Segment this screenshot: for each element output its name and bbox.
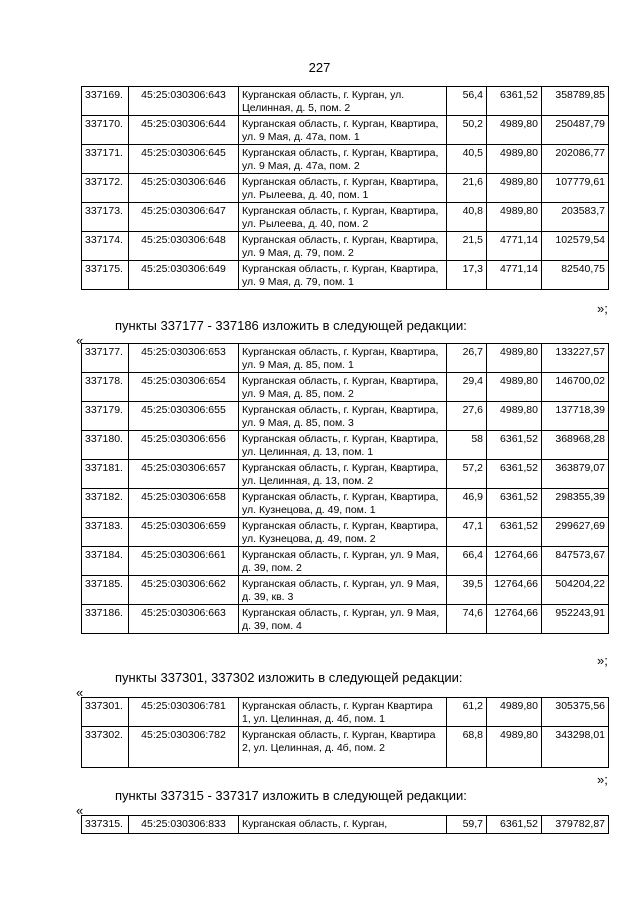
- item-number-cell: 337315.: [82, 816, 129, 834]
- table-row: [82, 460, 609, 489]
- item-number-cell: 337179.: [82, 402, 129, 431]
- value-cell: 847573,67: [542, 547, 609, 576]
- value-cell: 82540,75: [542, 261, 609, 290]
- area-cell: 26,7: [447, 344, 487, 373]
- item-number-cell: 337182.: [82, 489, 129, 518]
- item-number-cell: 337170.: [82, 116, 129, 145]
- item-number-cell: 337178.: [82, 373, 129, 402]
- item-number-cell: 337173.: [82, 203, 129, 232]
- cadastral-number-cell: 45:25:030306:781: [129, 698, 239, 727]
- item-number-cell: 337183.: [82, 518, 129, 547]
- address-cell: Курганская область, г. Курган, ул. Целинная, д. 5, пом. 2: [239, 87, 447, 116]
- table-row: [82, 402, 609, 431]
- address-cell: Курганская область, г. Курган, Квартира, ул. 9 Мая, д. 85, пом. 2: [239, 373, 447, 402]
- value-cell: 363879,07: [542, 460, 609, 489]
- table-row: [82, 816, 609, 834]
- rate-cell: 4989,80: [487, 145, 542, 174]
- cadastral-number-cell: 45:25:030306:661: [129, 547, 239, 576]
- cadastral-number-cell: 45:25:030306:663: [129, 605, 239, 634]
- address-cell: Курганская область, г. Курган, ул. 9 Мая, д. 39, кв. 3: [239, 576, 447, 605]
- rate-cell: 4989,80: [487, 174, 542, 203]
- property-table-3: [81, 697, 609, 768]
- value-cell: 299627,69: [542, 518, 609, 547]
- item-number-cell: 337302.: [82, 727, 129, 768]
- rate-cell: 4989,80: [487, 698, 542, 727]
- rate-cell: 12764,66: [487, 605, 542, 634]
- table-row: [82, 431, 609, 460]
- opening-quote-1: «: [76, 333, 84, 348]
- table-row: [82, 489, 609, 518]
- rate-cell: 4989,80: [487, 116, 542, 145]
- rate-cell: 12764,66: [487, 547, 542, 576]
- area-cell: 74,6: [447, 605, 487, 634]
- table-row: [82, 116, 609, 145]
- value-cell: 343298,01: [542, 727, 609, 768]
- rate-cell: 4989,80: [487, 373, 542, 402]
- area-cell: 21,6: [447, 174, 487, 203]
- area-cell: 56,4: [447, 87, 487, 116]
- cadastral-number-cell: 45:25:030306:659: [129, 518, 239, 547]
- item-number-cell: 337169.: [82, 87, 129, 116]
- cadastral-number-cell: 45:25:030306:643: [129, 87, 239, 116]
- area-cell: 66,4: [447, 547, 487, 576]
- address-cell: Курганская область, г. Курган, Квартира, ул. Кузнецова, д. 49, пом. 2: [239, 518, 447, 547]
- item-number-cell: 337184.: [82, 547, 129, 576]
- cadastral-number-cell: 45:25:030306:646: [129, 174, 239, 203]
- area-cell: 40,8: [447, 203, 487, 232]
- rate-cell: 4989,80: [487, 203, 542, 232]
- area-cell: 46,9: [447, 489, 487, 518]
- value-cell: 952243,91: [542, 605, 609, 634]
- area-cell: 57,2: [447, 460, 487, 489]
- area-cell: 27,6: [447, 402, 487, 431]
- cadastral-number-cell: 45:25:030306:648: [129, 232, 239, 261]
- property-table-1: [81, 86, 609, 290]
- table-row: [82, 373, 609, 402]
- value-cell: 202086,77: [542, 145, 609, 174]
- cadastral-number-cell: 45:25:030306:657: [129, 460, 239, 489]
- item-number-cell: 337172.: [82, 174, 129, 203]
- table-row: [82, 344, 609, 373]
- cadastral-number-cell: 45:25:030306:653: [129, 344, 239, 373]
- address-cell: Курганская область, г. Курган, Квартира, ул. Целинная, д. 13, пом. 1: [239, 431, 447, 460]
- rate-cell: 6361,52: [487, 460, 542, 489]
- item-number-cell: 337171.: [82, 145, 129, 174]
- address-cell: Курганская область, г. Курган, Квартира, ул. Рылеева, д. 40, пом. 2: [239, 203, 447, 232]
- item-number-cell: 337185.: [82, 576, 129, 605]
- value-cell: 107779,61: [542, 174, 609, 203]
- item-number-cell: 337181.: [82, 460, 129, 489]
- area-cell: 29,4: [447, 373, 487, 402]
- cadastral-number-cell: 45:25:030306:654: [129, 373, 239, 402]
- address-cell: Курганская область, г. Курган, Квартира, ул. 9 Мая, д. 47а, пом. 1: [239, 116, 447, 145]
- address-cell: Курганская область, г. Курган, ул. 9 Мая, д. 39, пом. 2: [239, 547, 447, 576]
- address-cell: Курганская область, г. Курган, Квартира, ул. 9 Мая, д. 47а, пом. 2: [239, 145, 447, 174]
- property-table-4: [81, 815, 609, 834]
- cadastral-number-cell: 45:25:030306:647: [129, 203, 239, 232]
- table-row: [82, 232, 609, 261]
- cadastral-number-cell: 45:25:030306:658: [129, 489, 239, 518]
- address-cell: Курганская область, г. Курган, Квартира, ул. Целинная, д. 13, пом. 2: [239, 460, 447, 489]
- address-cell: Курганская область, г. Курган, Квартира, ул. 9 Мая, д. 79, пом. 2: [239, 232, 447, 261]
- address-cell: Курганская область, г. Курган, Квартира, ул. Кузнецова, д. 49, пом. 1: [239, 489, 447, 518]
- value-cell: 203583,7: [542, 203, 609, 232]
- cadastral-number-cell: 45:25:030306:645: [129, 145, 239, 174]
- table-body: [82, 698, 609, 768]
- area-cell: 21,5: [447, 232, 487, 261]
- rate-cell: 6361,52: [487, 431, 542, 460]
- rate-cell: 12764,66: [487, 576, 542, 605]
- rate-cell: 6361,52: [487, 489, 542, 518]
- value-cell: 368968,28: [542, 431, 609, 460]
- rate-cell: 4989,80: [487, 727, 542, 768]
- item-number-cell: 337174.: [82, 232, 129, 261]
- address-cell: Курганская область, г. Курган, Квартира, ул. 9 Мая, д. 85, пом. 3: [239, 402, 447, 431]
- table-row: [82, 605, 609, 634]
- address-cell: Курганская область, г. Курган, Квартира 2, ул. Целинная, д. 4б, пом. 2: [239, 727, 447, 768]
- area-cell: 17,3: [447, 261, 487, 290]
- table-row: [82, 145, 609, 174]
- table-row: [82, 698, 609, 727]
- table-row: [82, 261, 609, 290]
- area-cell: 61,2: [447, 698, 487, 727]
- item-number-cell: 337301.: [82, 698, 129, 727]
- address-cell: Курганская область, г. Курган,: [239, 816, 447, 834]
- cadastral-number-cell: 45:25:030306:656: [129, 431, 239, 460]
- cadastral-number-cell: 45:25:030306:649: [129, 261, 239, 290]
- cadastral-number-cell: 45:25:030306:655: [129, 402, 239, 431]
- table-body: [82, 816, 609, 834]
- closing-quote-3: »;: [597, 772, 608, 787]
- table-row: [82, 547, 609, 576]
- item-number-cell: 337177.: [82, 344, 129, 373]
- area-cell: 47,1: [447, 518, 487, 547]
- area-cell: 50,2: [447, 116, 487, 145]
- value-cell: 358789,85: [542, 87, 609, 116]
- table-row: [82, 576, 609, 605]
- area-cell: 58: [447, 431, 487, 460]
- cadastral-number-cell: 45:25:030306:833: [129, 816, 239, 834]
- table-row: [82, 727, 609, 768]
- value-cell: 102579,54: [542, 232, 609, 261]
- rate-cell: 4989,80: [487, 402, 542, 431]
- table-body: [82, 87, 609, 290]
- value-cell: 504204,22: [542, 576, 609, 605]
- cadastral-number-cell: 45:25:030306:782: [129, 727, 239, 768]
- value-cell: 133227,57: [542, 344, 609, 373]
- rate-cell: 6361,52: [487, 816, 542, 834]
- area-cell: 59,7: [447, 816, 487, 834]
- section-intro-1: пункты 337177 - 337186 изложить в следующей редакции:: [115, 318, 467, 333]
- rate-cell: 4771,14: [487, 261, 542, 290]
- area-cell: 40,5: [447, 145, 487, 174]
- closing-quote-1: »;: [597, 301, 608, 316]
- rate-cell: 6361,52: [487, 87, 542, 116]
- value-cell: 379782,87: [542, 816, 609, 834]
- address-cell: Курганская область, г. Курган, ул. 9 Мая, д. 39, пом. 4: [239, 605, 447, 634]
- value-cell: 298355,39: [542, 489, 609, 518]
- item-number-cell: 337186.: [82, 605, 129, 634]
- address-cell: Курганская область, г. Курган, Квартира, ул. Рылеева, д. 40, пом. 1: [239, 174, 447, 203]
- closing-quote-2: »;: [597, 653, 608, 668]
- area-cell: 39,5: [447, 576, 487, 605]
- address-cell: Курганская область, г. Курган Квартира 1, ул. Целинная, д. 4б, пом. 1: [239, 698, 447, 727]
- cadastral-number-cell: 45:25:030306:644: [129, 116, 239, 145]
- table-row: [82, 87, 609, 116]
- area-cell: 68,8: [447, 727, 487, 768]
- value-cell: 146700,02: [542, 373, 609, 402]
- value-cell: 250487,79: [542, 116, 609, 145]
- opening-quote-2: «: [76, 685, 84, 700]
- rate-cell: 6361,52: [487, 518, 542, 547]
- page-number: 227: [308, 60, 331, 75]
- rate-cell: 4771,14: [487, 232, 542, 261]
- address-cell: Курганская область, г. Курган, Квартира, ул. 9 Мая, д. 79, пом. 1: [239, 261, 447, 290]
- table-row: [82, 518, 609, 547]
- table-row: [82, 174, 609, 203]
- table-body: [82, 344, 609, 634]
- value-cell: 305375,56: [542, 698, 609, 727]
- rate-cell: 4989,80: [487, 344, 542, 373]
- section-intro-2: пункты 337301, 337302 изложить в следующей редакции:: [115, 670, 463, 685]
- item-number-cell: 337180.: [82, 431, 129, 460]
- address-cell: Курганская область, г. Курган, Квартира, ул. 9 Мая, д. 85, пом. 1: [239, 344, 447, 373]
- table-row: [82, 203, 609, 232]
- item-number-cell: 337175.: [82, 261, 129, 290]
- section-intro-3: пункты 337315 - 337317 изложить в следующей редакции:: [115, 788, 467, 803]
- value-cell: 137718,39: [542, 402, 609, 431]
- opening-quote-3: «: [76, 803, 84, 818]
- property-table-2: [81, 343, 609, 634]
- cadastral-number-cell: 45:25:030306:662: [129, 576, 239, 605]
